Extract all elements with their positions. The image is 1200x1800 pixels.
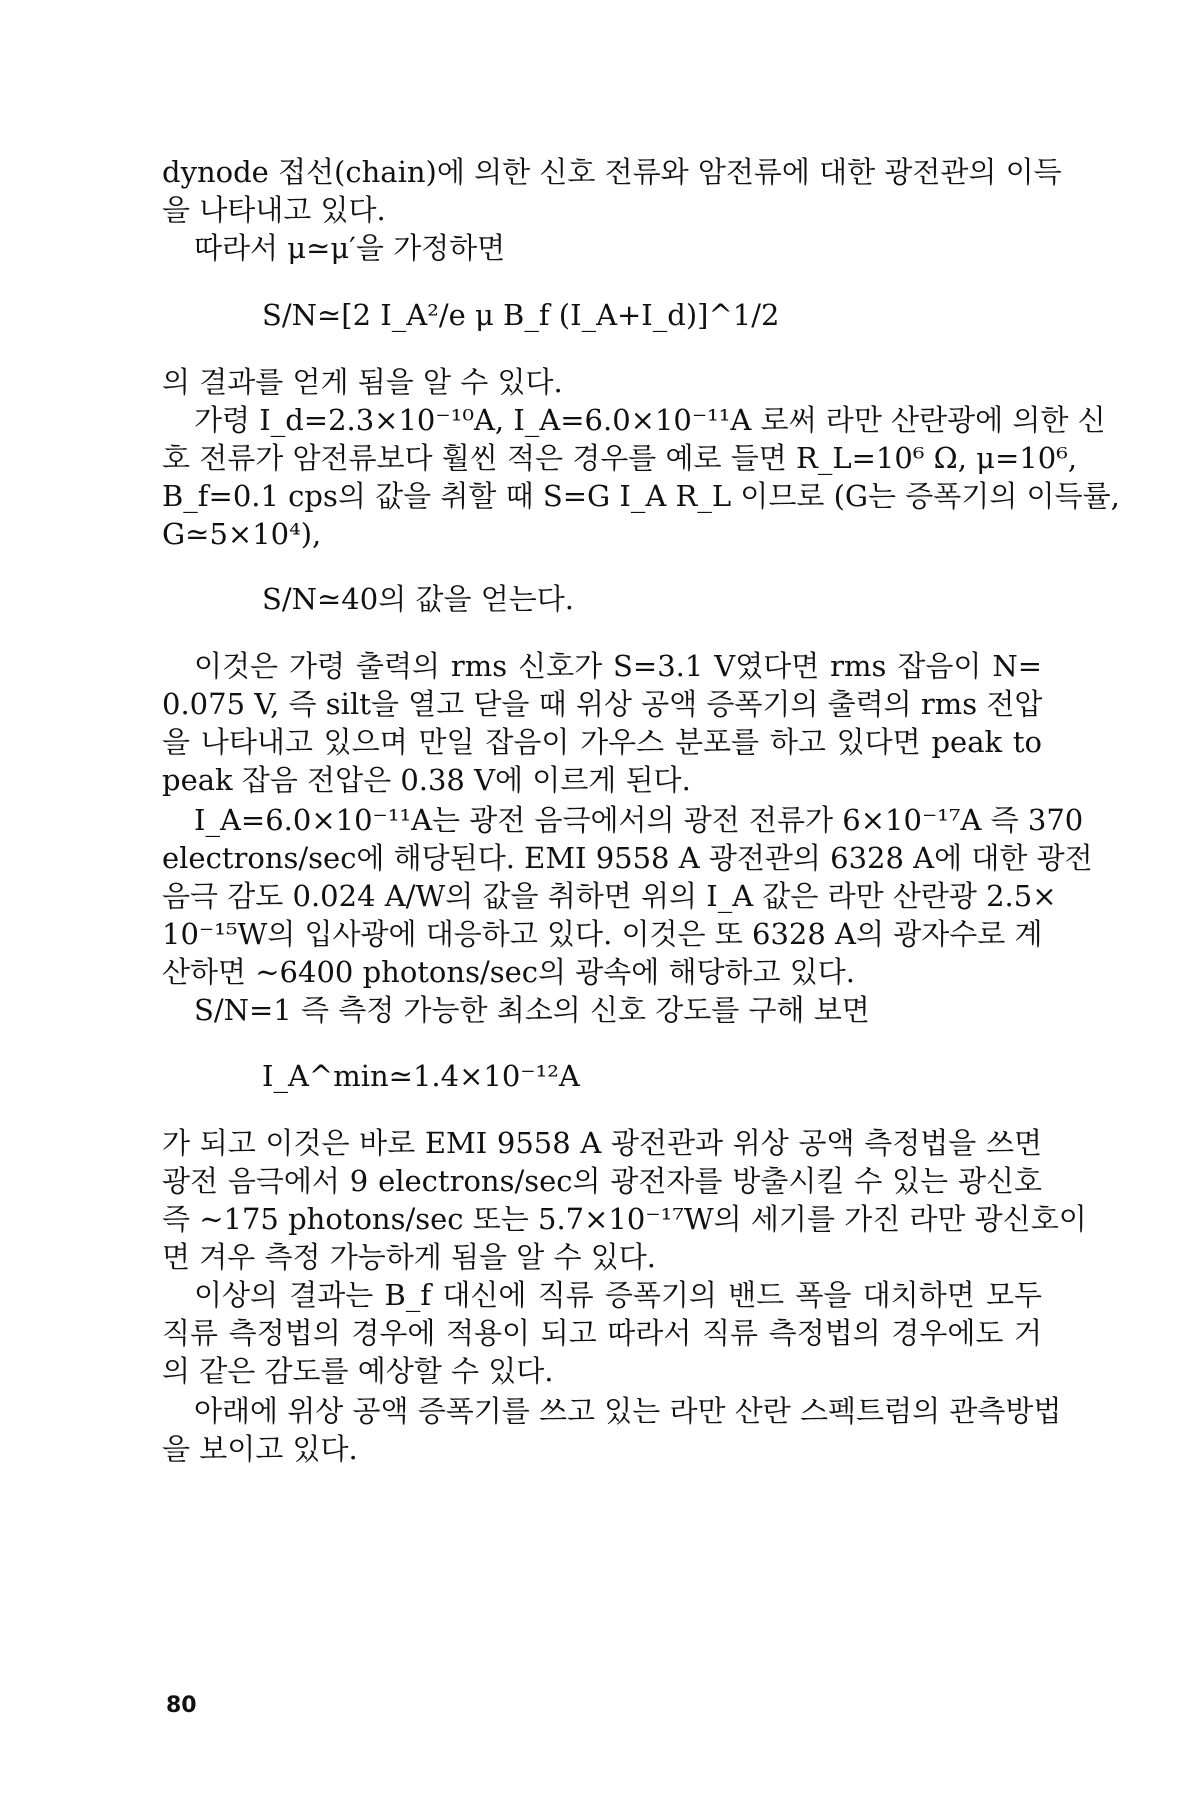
text-line: peak 잡음 전압은 0.38 V에 이르게 된다. bbox=[162, 763, 691, 797]
text-line: 음극 감도 0.024 A/W의 값을 취하면 위의 I_A 값은 라만 산란광 2.5× bbox=[162, 879, 1057, 913]
text-line: 이것은 가령 출력의 rms 신호가 S=3.1 V였다면 rms 잡음이 N= bbox=[194, 649, 1042, 683]
text-line: 10⁻¹⁵W의 입사광에 대응하고 있다. 이것은 또 6328 A의 광자수로 계 bbox=[162, 917, 1043, 951]
equation-snr: S/N≃[2 I_A²/e μ B_f (I_A+I_d)]^1/2 bbox=[262, 298, 780, 332]
text-line: 따라서 μ≃μ′을 가정하면 bbox=[194, 231, 506, 265]
text-line: 을 나타내고 있으며 만일 잡음이 가우스 분포를 하고 있다면 peak to bbox=[162, 725, 1042, 759]
text-line: 호 전류가 암전류보다 훨씬 적은 경우를 예로 들면 R_L=10⁶ Ω, μ=10⁶, bbox=[162, 441, 1078, 475]
text-line: 면 겨우 측정 가능하게 됨을 알 수 있다. bbox=[162, 1240, 656, 1274]
text-line: G≃5×10⁴), bbox=[162, 517, 322, 551]
text-line: 의 같은 감도를 예상할 수 있다. bbox=[162, 1354, 554, 1388]
text-line: I_A=6.0×10⁻¹¹A는 광전 음극에서의 광전 전류가 6×10⁻¹⁷A 즉 370 bbox=[194, 803, 1084, 837]
text-line: dynode 접선(chain)에 의한 신호 전류와 암전류에 대한 광전관의 이득 bbox=[162, 155, 1062, 189]
equation-snr-value: S/N≃40의 값을 얻는다. bbox=[262, 582, 574, 616]
text-line: 의 결과를 얻게 됨을 알 수 있다. bbox=[162, 365, 563, 399]
text-line: electrons/sec에 해당된다. EMI 9558 A 광전관의 6328 A에 대한 광전 bbox=[162, 841, 1093, 875]
text-line: B_f=0.1 cps의 값을 취할 때 S=G I_A R_L 이므로 (G는 증폭기의 이득률, bbox=[162, 479, 1120, 513]
text-line: 즉 ∼175 photons/sec 또는 5.7×10⁻¹⁷W의 세기를 가진 라만 광신호이 bbox=[162, 1202, 1087, 1236]
text-line: 광전 음극에서 9 electrons/sec의 광전자를 방출시킬 수 있는 광신호 bbox=[162, 1164, 1042, 1198]
equation-minimum-current: I_A^min≃1.4×10⁻¹²A bbox=[262, 1059, 580, 1093]
text-line: 직류 측정법의 경우에 적용이 되고 따라서 직류 측정법의 경우에도 거 bbox=[162, 1316, 1042, 1350]
text-line: 아래에 위상 공액 증폭기를 쓰고 있는 라만 산란 스펙트럼의 관측방법 bbox=[194, 1394, 1062, 1428]
text-line: 을 나타내고 있다. bbox=[162, 193, 386, 227]
text-line: 0.075 V, 즉 silt을 열고 닫을 때 위상 공액 증폭기의 출력의 rms 전압 bbox=[162, 687, 1043, 721]
text-line: 가령 I_d=2.3×10⁻¹⁰A, I_A=6.0×10⁻¹¹A 로써 라만 산란광에 의한 신 bbox=[194, 403, 1106, 437]
text-line: S/N=1 즉 측정 가능한 최소의 신호 강도를 구해 보면 bbox=[194, 993, 870, 1027]
page-number: 80 bbox=[166, 1693, 197, 1718]
text-line: 가 되고 이것은 바로 EMI 9558 A 광전관과 위상 공액 측정법을 쓰면 bbox=[162, 1126, 1042, 1160]
text-line: 을 보이고 있다. bbox=[162, 1432, 358, 1466]
text-line: 이상의 결과는 B_f 대신에 직류 증폭기의 밴드 폭을 대치하면 모두 bbox=[194, 1278, 1042, 1312]
text-line: 산하면 ∼6400 photons/sec의 광속에 해당하고 있다. bbox=[162, 955, 856, 989]
